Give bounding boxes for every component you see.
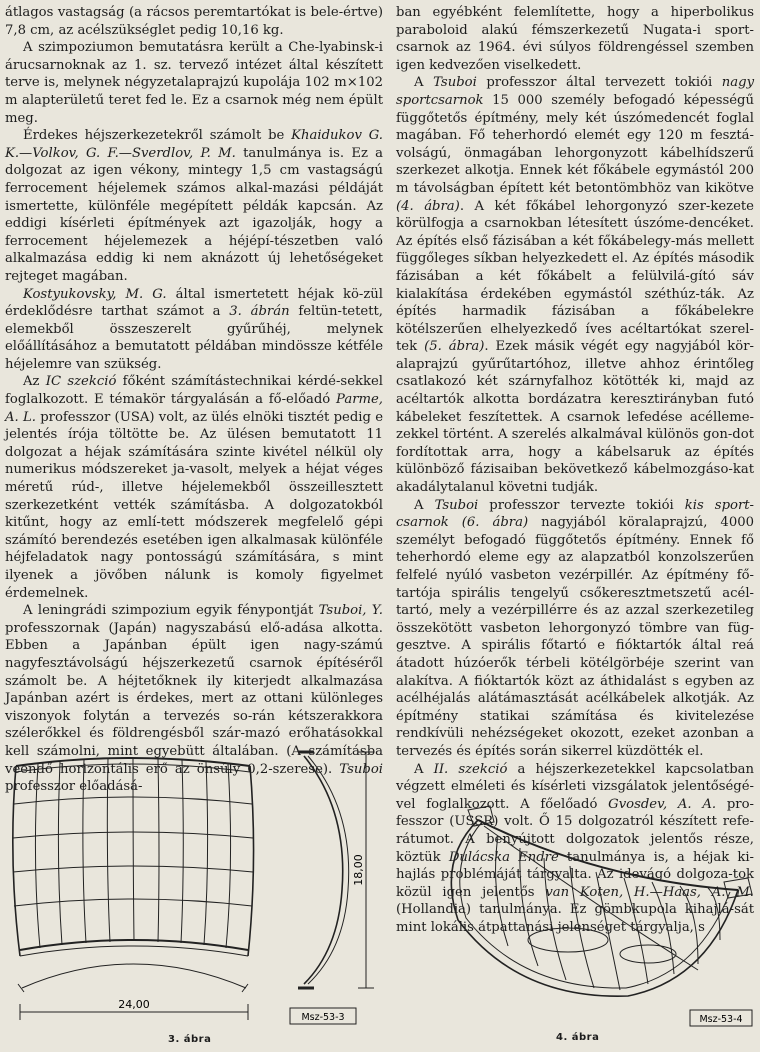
italic-text: II. szekció: [433, 761, 508, 777]
text-run: A: [414, 761, 434, 777]
text-run: A: [414, 497, 435, 513]
text-run: Az: [23, 374, 46, 390]
italic-text: van Koten, H.—Haas, A. M.: [545, 884, 754, 900]
paragraph: [396, 4, 754, 74]
italic-text: Kostyukovsky, M. G.: [23, 286, 167, 302]
text-run: tanulmánya is. Ez a dolgozat az igen vékony, mintegy 1,5 cm vastagságú ferrocement héjelemek számos alkal-mazási példáját ismertette, különféle megépített példák kapcsán. Az eddigi kísérleti építmények azt igazolják, hogy a ferrocement héjelemezek a héjépí-tészetben való alkalmazása eddig ki nem aknázott új lehetőségeket rejteget magában.: [5, 145, 384, 284]
paragraph: [5, 286, 383, 374]
paragraph: [5, 373, 383, 602]
text-run: professzornak (Japán) nagyszabású elő-adása alkotta. Ebben a Japánban épült igen nagy-számú nagyfesztávolságú héjszerkezetű csarnok építéséről számolt be. A héjtetőknek ily kiterjedt alkalmazása Japánban azért is érdekes, mert az ottani különleges viszonyok folytán a tervezés so-rán kétszerakkora szélerőkkel és földrengésből szár-mazó erőhatásokkal kell számolni, mint egyebütt általában. (A számításba veendő horizontális erő az önsúly 0,2-szerese).: [5, 620, 383, 777]
text-run: A: [414, 75, 434, 91]
text-run: professzor tervezte tokiói: [478, 497, 685, 513]
text-run: (Hollandia) tanulmánya. Ez gömbkupola kihajlá-sát mint lokális átpattanási jelenséget tárgyalja, s: [396, 902, 754, 935]
italic-text: (5. ábra): [424, 339, 485, 355]
italic-text: Tsuboi: [339, 761, 383, 777]
figure-3: [8, 740, 380, 1048]
paragraph: [5, 39, 383, 127]
paragraph: [396, 497, 754, 761]
fig4-code-label: Msz-53-4: [699, 1014, 743, 1025]
paragraph: [396, 74, 754, 496]
text-run: professzor által tervezett tokiói: [476, 75, 722, 91]
text-run: feltün-tetett, elemekből összeszerelt gyűrűhéj, melynek előállításához a bemutatott példában mindössze kétféle héjelemre van szükség.: [5, 304, 383, 372]
figure-3-caption: 3. ábra: [168, 1034, 212, 1045]
italic-text: 3. ábrán: [229, 304, 290, 320]
paragraph: [5, 127, 383, 285]
figure-4: [398, 770, 756, 1048]
text-run: főként számítástechnikai kérdé-sekkel foglalkozott. E témakör tárgyalásán a fő-előadó: [5, 374, 384, 408]
text-run: tanulmánya is, a héjak ki-hajlás problémáját tárgyalta. Az idevágó dolgoza-tok közül igen jelentős: [396, 849, 754, 900]
text-run: pro-fesszor (USSR) volt. Ő 15 dolgozatról készített refe-rátumot. A benyújtott dolgozatok jelentős része, köztük: [396, 796, 754, 865]
left-text-column: [5, 4, 383, 796]
italic-text: (4. ábra): [396, 198, 460, 214]
text-run: átlagos vastagság (a rácsos peremtartókat is bele-értve) 7,8 cm, az acélszükséglet pedig 10,16 kg.: [5, 5, 383, 38]
text-run: A leningrádi szimpozium egyik fénypontját: [23, 603, 319, 619]
fig3-code-label: Msz-53-3: [301, 1012, 345, 1023]
text-run: A szimpoziumon bemutatásra került a Che-lyabinsk-i árucsarnoknak az 1. sz. tervező intézet által készített terve is, melynek négyzetalaprajzú kupolája 102 m×102 m alapterületű teret fed le. Ez a csarnok még nem épült meg.: [5, 40, 383, 126]
fig3-height-dimension: 18,00: [352, 854, 365, 886]
figure-4-caption: 4. ábra: [556, 1032, 600, 1043]
italic-text: Tsuboi: [434, 497, 479, 513]
italic-text: Parme, A. L.: [5, 392, 383, 425]
figure-3-drawing: [8, 740, 380, 1048]
text-run: professzor (USA) volt, az ülés elnöki tisztét pedig e jelentés írója töltötte be. Az ülésen bemutatott 11 dolgozat a héjak számítására szinte kivétel nélkül oly numerikus módszereket ja-vasolt, melyek a héjat véges méretű rúd-, illetve héjelemekből összeillesztett szerkezetként vették számításba. A dolgozatokból kitűnt, hogy az emlí-tett módszerek megfelelő gépi számító berendezés esetében igen alkalmasak különféle héjfeladatok nagy pontosságú számítására, s mint ilyenek a jövőben nálunk is komoly figyelmet érdemelnek.: [5, 409, 383, 601]
italic-text: nagy sportcsarnok: [396, 75, 755, 108]
text-run: ban egyébként felemlítette, hogy a hiperbolikus paraboloid alakú fémszerkezetű Nugata-i sport-csarnok az 1964. évi súlyos földrengéssel szemben igen kedvezően viselkedett.: [396, 5, 754, 73]
text-run: Érdekes héjszerkezetekről számolt be: [23, 128, 292, 144]
text-run: 15 000 személy befogadó képességű függőtetős építmény, mely két úszómedencét foglal magában. Fő teherhordó elemét egy 120 m fesztá-volságú, önmagában lehorgonyzott kábelhídszerű szerkezet alkotja. Ennek két főkábele egymástól 200 m távolságban épített két betontömbhöz van kikötve: [396, 92, 754, 196]
text-run: a héjszerkezetekkel kapcsolatban végzett elméleti és kísérleti vizsgálatok jelentőségé-vel foglalkozott. A főelőadó: [396, 761, 755, 812]
paragraph: [5, 4, 383, 39]
text-run: által ismertetett héjak kö-zül érdeklődésre tarthat számot a: [5, 286, 384, 320]
italic-text: kis sport-csarnok (6. ábra): [396, 497, 755, 531]
italic-text: Khaidukov G. K.—Volkov, G. F.—Sverdlov, P. M.: [5, 128, 383, 161]
text-run: . Ezek másik végét egy nagyjából kör-alaprajzú gyűrűtartóhoz, illetve ahhoz érintőleg csatlakozó két szárnyfalhoz kötötték ki, majd az acéltartók alkotta bordázatra keresztirányban futó kábeleket feszítettek. A csarnok lefedése acélleme-zekkel történt. A szerelés alkalmával különös gon-dot fordítottak arra, hogy a kábelsaruk az építés különböző fázisaiban bekövetkező kábelmozgáso-kat akadálytalanul követni tudják.: [396, 339, 754, 496]
text-run: nagyjából köralaprajzú, 4000 személyt befogadó függőtetős építmény. Ennek fő teherhordó eleme egy az alapzatból konzolszerűen felfelé nyúló vasbeton vezérpillér. Az építmény fő-tartója spirális tengelyű csőkeresztmetszetű acél-tartó, mely a vezérpillérre és az azzal szerkezetileg összekötött vasbeton lehorgonyzó tömbre van füg-gesztve. A spirális főtartó e fióktartók által reá átadott húzóerők térbeli kötélgörbéje szerint van alakítva. A fióktartók közt az áthidalást s egyben az acélhéjalás alátámasztását acélkábelek alkotják. Az építmény statikai számítása és kivitelezése rendkívüli nehézségeket okozott, ezeket azonban a tervezés és építés során sikerrel küzdötték el.: [396, 515, 754, 759]
text-run: professzor előadásá-: [5, 779, 143, 795]
italic-text: Dulácska Endre: [448, 849, 559, 865]
italic-text: Tsuboi: [433, 75, 477, 91]
italic-text: IC szekció: [45, 374, 117, 390]
italic-text: Tsuboi, Y.: [318, 603, 384, 619]
italic-text: Gvosdev, A. A.: [608, 796, 717, 812]
fig3-width-dimension: 24,00: [118, 998, 150, 1011]
text-run: . A két főkábel lehorgonyzó szer-kezete körülfogja a csarnokban létesített úszóme-dencéket. Az építés első fázisában a két főkábelegy-más mellett függőleges síkban helyezkedett el. Az építés második fázisában a két főkábelt a felülvilá-gító sáv kialakítása érdekében egymástól széthúz-ták. Az építés harmadik fázisában a főkábelekre kötélszerűen elhelyezkedő íves acéltartókat szerel-tek: [396, 198, 754, 355]
figure-4-drawing: [398, 770, 756, 1048]
